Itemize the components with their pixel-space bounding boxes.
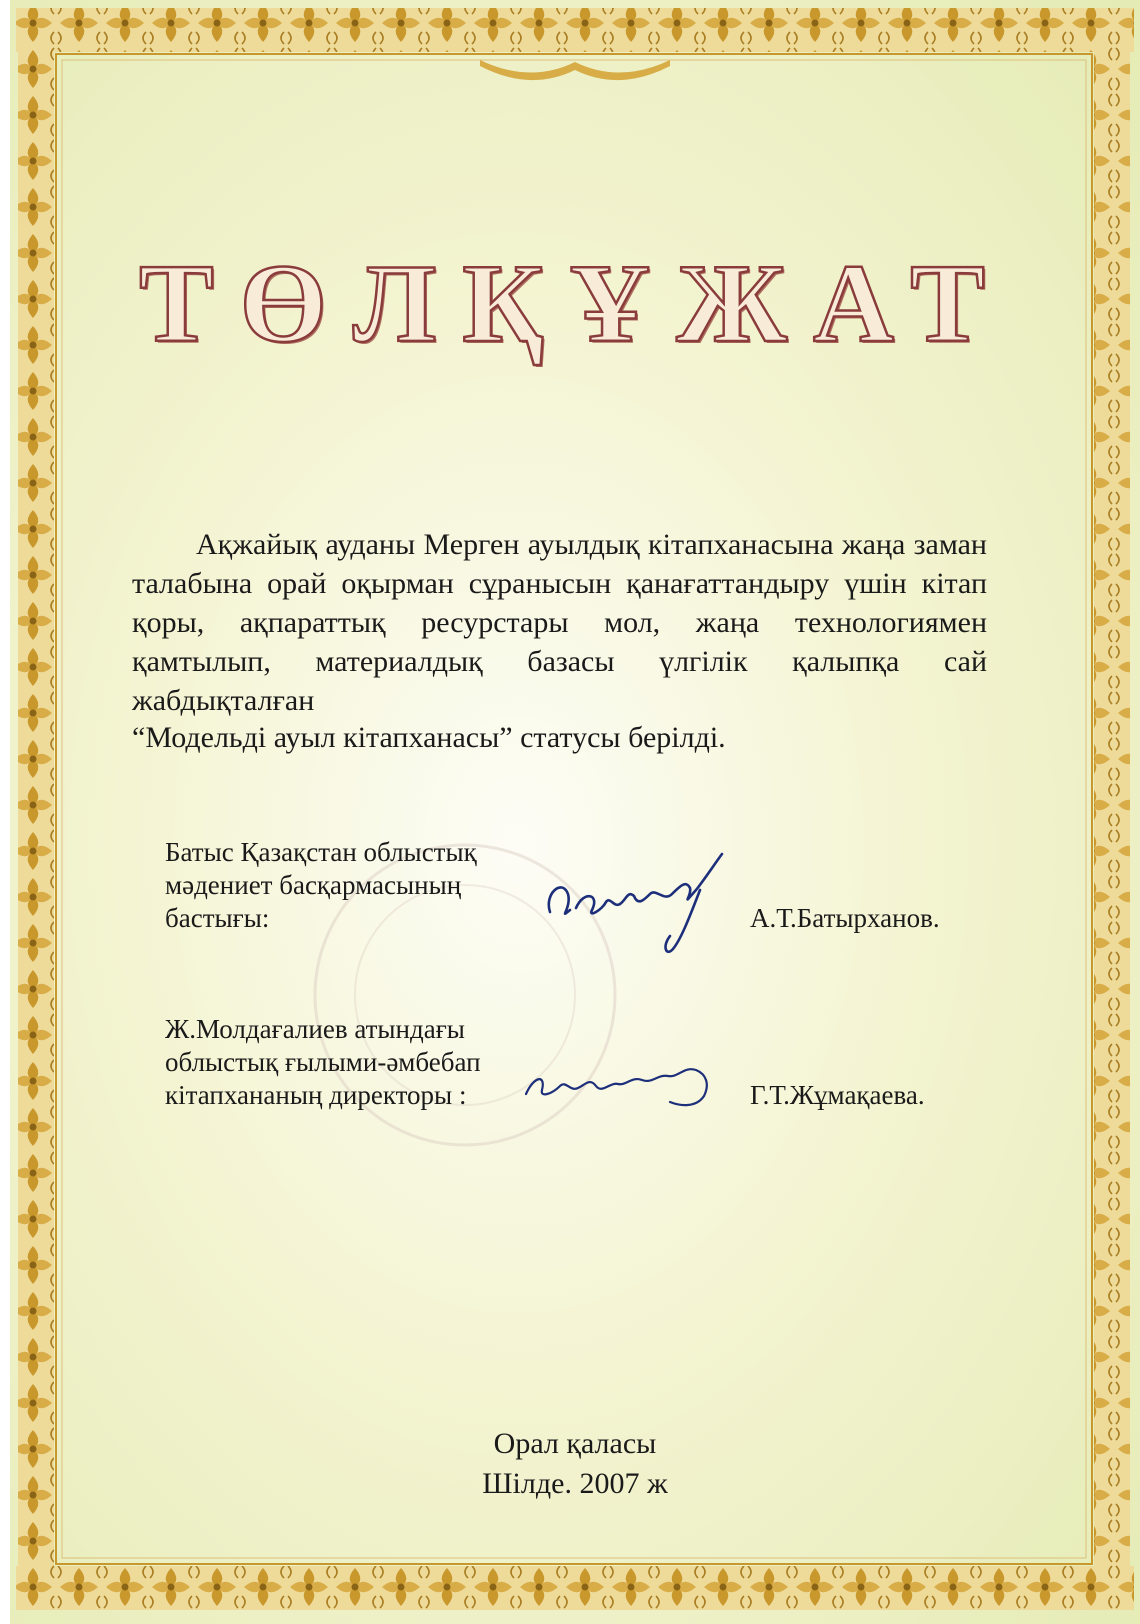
signatory-1-name: А.Т.Батырханов. — [750, 903, 940, 933]
position-line: бастығы: — [165, 903, 270, 933]
certificate-status-line: “Модельді ауыл кітапханасы” статусы берілді. — [132, 721, 726, 754]
signature-1 — [540, 850, 740, 960]
position-line: Батыс Қазақстан облыстық — [165, 837, 477, 867]
position-line: кітапхананың директоры : — [165, 1080, 467, 1110]
footer — [10, 1424, 1140, 1504]
signatory-2-name: Г.Т.Жұмақаева. — [750, 1080, 925, 1110]
footer-date: Шілде. 2007 ж — [482, 1467, 668, 1500]
certificate-body: Ақжайық ауданы Мерген ауылдық кітапханасына жаңа заман талабына орай оқырман сұранысын қанағаттандыру үшін кітап қоры, ақпараттық ресурстары мол, жаңа технологиямен қамтылып, материалдық базасы үлгілік қалыпқа сай жабдықталған — [132, 528, 987, 717]
position-line: мәдениет басқармасының — [165, 870, 462, 900]
signature-2 — [520, 1056, 720, 1116]
signatory-2-position — [165, 1013, 481, 1112]
certificate-sheet — [10, 0, 1140, 1624]
position-line: Ж.Молдағалиев атындағы — [165, 1014, 465, 1044]
document-title: ТӨЛҚҰЖАТ — [139, 242, 1011, 366]
position-line: облыстық ғылыми-әмбебап — [165, 1047, 481, 1077]
footer-city: Орал қаласы — [493, 1427, 657, 1460]
signatory-1-position — [165, 836, 477, 935]
